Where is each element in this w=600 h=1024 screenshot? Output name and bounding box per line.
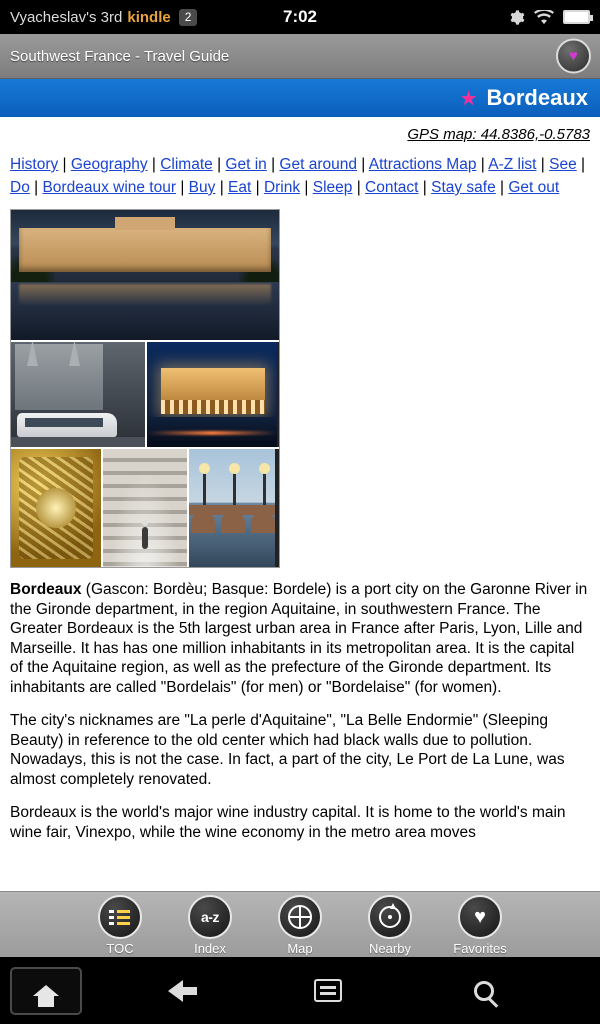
- toc-link-eat[interactable]: Eat: [228, 179, 252, 196]
- system-navigation-bar: [0, 957, 600, 1024]
- toc-link-see[interactable]: See: [549, 156, 577, 173]
- article-lead-term: Bordeaux: [10, 581, 82, 598]
- recents-icon[interactable]: [314, 979, 342, 1002]
- photo-montage[interactable]: [10, 209, 280, 568]
- article-content[interactable]: [0, 117, 600, 891]
- gear-icon[interactable]: [508, 9, 525, 26]
- page-title: Bordeaux: [486, 85, 588, 110]
- toc-link-bordeaux-wine-tour[interactable]: Bordeaux wine tour: [42, 179, 177, 196]
- toolbar-item-favorites[interactable]: [444, 895, 516, 956]
- app-title-bar: [0, 34, 600, 79]
- photo-miroir-deau-steps: [101, 449, 187, 567]
- heart-glyph: ♥: [474, 906, 486, 928]
- bottom-toolbar: [0, 891, 600, 957]
- notification-count-badge: 2: [179, 9, 198, 26]
- avatar[interactable]: [556, 39, 591, 74]
- photo-place-de-la-bourse: [11, 210, 279, 340]
- app-title: Southwest France - Travel Guide: [10, 47, 230, 65]
- photo-pont-de-pierre: [187, 449, 275, 567]
- toc-link-get-out[interactable]: Get out: [508, 179, 560, 196]
- toolbar-item-map[interactable]: [264, 895, 336, 956]
- photo-row-2: [11, 340, 279, 447]
- toc-link-attractions-map[interactable]: Attractions Map: [368, 156, 477, 173]
- toolbar-label-nearby: Nearby: [369, 941, 411, 956]
- toc-link-buy[interactable]: Buy: [188, 179, 216, 196]
- home-button[interactable]: [10, 967, 82, 1015]
- device-owner-label: Vyacheslav's 3rd: [10, 8, 123, 26]
- content-fade: [0, 865, 600, 891]
- page-header: [0, 79, 600, 117]
- globe-icon: [278, 895, 322, 939]
- toolbar-item-toc[interactable]: [84, 895, 156, 956]
- toc-link-climate[interactable]: Climate: [160, 156, 213, 173]
- gps-map-link[interactable]: GPS map: 44.8386,-0.5783: [407, 126, 590, 143]
- table-of-contents: History | Geography | Climate | Get in | Get around | Attractions Map | A-Z list | See | Do | Bordeaux wine tour | Buy | Eat | Drink | Sleep | Contact | Stay safe | Get out: [10, 156, 586, 196]
- paragraph-wine: Bordeaux is the world's major wine industry capital. It is home to the world's main wine fair, Vinexpo, while the wine economy in the metro area moves: [10, 804, 566, 841]
- toc-link-geography[interactable]: Geography: [70, 156, 148, 173]
- compass-icon: [368, 895, 412, 939]
- toc-link-sleep[interactable]: Sleep: [312, 179, 353, 196]
- toolbar-item-nearby[interactable]: [354, 895, 426, 956]
- status-clock: 7:02: [282, 7, 318, 26]
- toolbar-label-index: Index: [194, 941, 226, 956]
- toc-link-get-in[interactable]: Get in: [225, 156, 267, 173]
- status-bar: [0, 0, 600, 34]
- photo-cathedral-tram: [11, 342, 145, 447]
- paragraph-intro-text: (Gascon: Bordèu; Basque: Bordele) is a port city on the Garonne River in the Gironde department, in the region Aquitaine, in southwestern France. The Greater Bordeaux is the 5th largest urban area in France after Paris, Lyon, Lille and Marseille. It has has one million inhabitants in its metropolitan area. It is the capital of the Aquitaine region, as well as the prefecture of the Gironde department. Its inhabitants are called "Bordelais" (for men) or "Bordelaise" (for women).: [10, 581, 588, 696]
- toc-link-do[interactable]: Do: [10, 179, 30, 196]
- favorite-star-icon[interactable]: ★: [459, 87, 478, 110]
- list-icon: [98, 895, 142, 939]
- toolbar-label-favorites: Favorites: [453, 941, 507, 956]
- toolbar-item-index[interactable]: [174, 895, 246, 956]
- photo-gold-ornament: [11, 449, 101, 567]
- a-z-glyph: a-z: [201, 909, 219, 925]
- a-z-icon: [188, 895, 232, 939]
- photo-row-1: [11, 210, 279, 340]
- toc-link-stay-safe[interactable]: Stay safe: [431, 179, 496, 196]
- photo-row-3: [11, 447, 279, 567]
- heart-icon: [458, 895, 502, 939]
- search-icon[interactable]: [474, 981, 494, 1001]
- kindle-brand-label: kindle: [127, 8, 171, 26]
- toc-link-get-around[interactable]: Get around: [279, 156, 357, 173]
- paragraph-nicknames: The city's nicknames are "La perle d'Aquitaine", "La Belle Endormie" (Sleeping Beauty) in reference to the old center which had black walls due to pollution. Nowadays, this is not the case. In fact, a part of the city, Le Port de La Lune, was almost completely renovated.: [10, 712, 565, 788]
- toc-link-a-z-list[interactable]: A-Z list: [488, 156, 537, 173]
- toc-link-contact[interactable]: Contact: [365, 179, 419, 196]
- heart-icon: ♥: [569, 47, 578, 65]
- toc-link-history[interactable]: History: [10, 156, 59, 173]
- wifi-icon[interactable]: [534, 10, 554, 25]
- back-arrow-icon[interactable]: [168, 980, 183, 1002]
- toolbar-label-toc: TOC: [106, 941, 134, 956]
- battery-icon: [563, 10, 590, 24]
- photo-night-theatre: [145, 342, 277, 447]
- toolbar-label-map: Map: [287, 941, 313, 956]
- toc-link-drink[interactable]: Drink: [263, 179, 301, 196]
- nav-buttons: [82, 979, 600, 1002]
- status-icons: [508, 9, 590, 26]
- paragraph-intro: [10, 580, 590, 697]
- home-icon: [33, 985, 59, 996]
